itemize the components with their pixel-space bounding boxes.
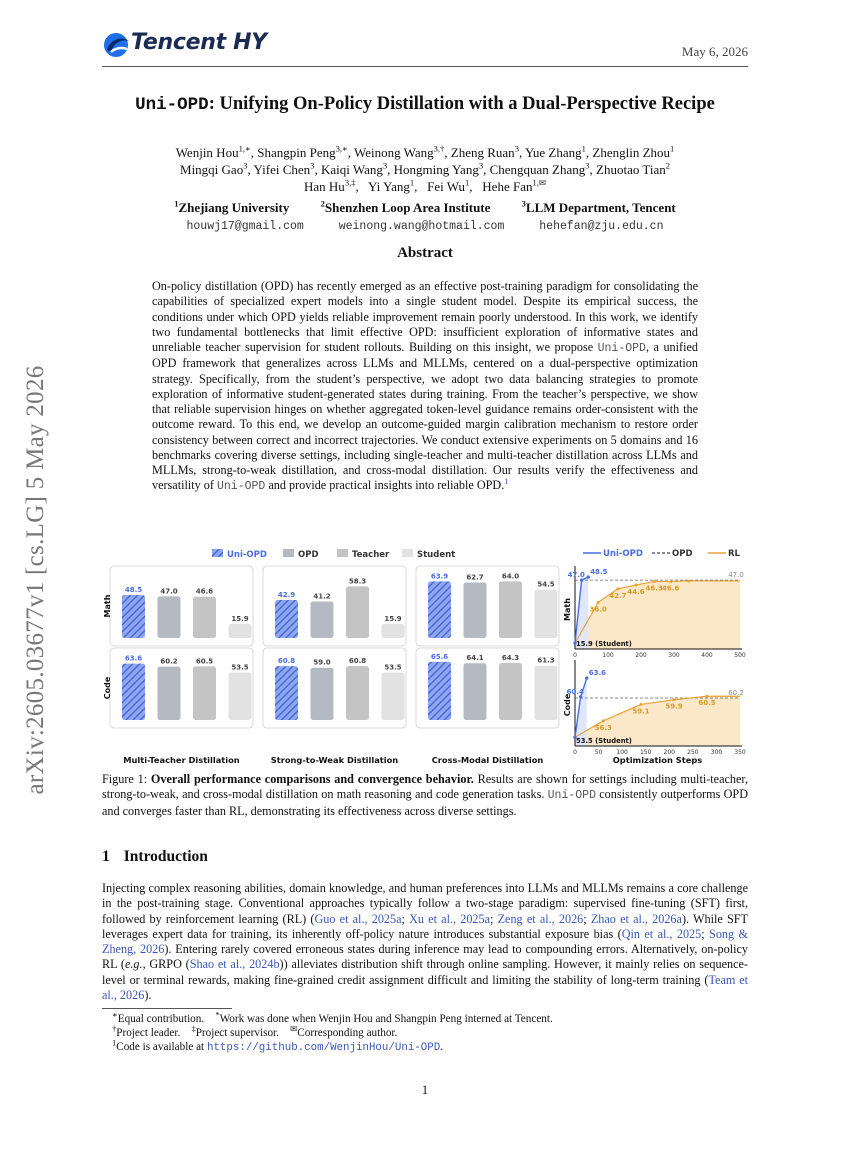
method-name: Uni-OPD: [597, 342, 646, 355]
bar-value-label: 46.6: [195, 587, 214, 596]
x-tick-label: 200: [635, 652, 647, 659]
abstract-heading: Abstract: [397, 245, 453, 261]
bar-value-label: 15.9: [231, 614, 249, 623]
rl-point: [669, 580, 672, 583]
abstract-body: On-policy distillation (OPD) has recently emerged as an effective post-training paradigm for consolidating the capabilities of specialized expert models into a single student model. Despite its empirical success, the conditions under which OPD yields reliable improvement remain poorly understood. In this work, we identify two fundamental bottlenecks that limit effective OPD: insufficient exploration of informative states and unreliable teacher supervision for student rollouts. Building on this insight, we propose Uni-OPD, a unified OPD framework that generalizes across LLMs and MLLMs, centered on a dual-perspective optimization strategy. Specifically, from the student’s perspective, we adopt two data balancing strategies to promote exploration of informative student-generated states during training. From the teacher’s perspective, we show that reliable supervision hinges on whether aggregated token-level guidance remains order-consistent with the outcome reward. To this end, we develop an outcome-guided margin calibration mechanism to restore order consistency between correct and incorrect trajectories. We conduct extensive experiments on 5 domains and 16 benchmarks covering diverse settings, including single-teacher and multi-teacher distillation across LLMs and MLLMs, strong-to-weak distillation, and cross-modal distillation. Our results verify the effectiveness and versatility of Uni-OPD and provide practical insights into reliable OPD.$^1$: [152, 279, 698, 494]
page-number: 1: [421, 1083, 429, 1097]
legend-label: OPD: [672, 549, 693, 559]
bar: [311, 602, 334, 638]
y-axis-label: Math: [563, 598, 572, 621]
rl-point: [597, 601, 600, 604]
panel-xlabel: Strong-to-Weak Distillation: [270, 755, 399, 765]
header-rule: [102, 66, 748, 67]
bar-value-label: 58.3: [348, 577, 367, 586]
author: Mingqi Gao$^3$,: [180, 160, 254, 177]
rl-point: [673, 698, 676, 701]
bar: [122, 664, 145, 720]
student-value-label: 53.5 (Student): [576, 737, 632, 745]
x-axis-label: Optimization Steps: [612, 755, 703, 765]
x-tick-label: 200: [663, 749, 676, 756]
author: Wenjin Hou$^{1,∗}$,: [175, 143, 258, 160]
rl-value-label: 59.9: [665, 702, 683, 711]
bar-value-label: 15.9: [384, 614, 402, 623]
bar: [346, 666, 369, 720]
email-link[interactable]: houwj17@gmail.com: [186, 220, 304, 233]
title-method: Uni-OPD: [135, 95, 209, 115]
panel-xlabel: Cross-Modal Distillation: [431, 755, 544, 765]
opd-value-label: 60.2: [728, 688, 744, 697]
author: Fei Wu$^1$,: [427, 177, 480, 194]
bar-value-label: 63.9: [430, 572, 449, 581]
arxiv-stamp: [0, 0, 49, 795]
affiliations: [60, 200, 790, 216]
legend-label: Student: [417, 550, 456, 560]
author: Zhuotao Tian$^2$: [596, 160, 670, 177]
rl-value-label: 56.3: [594, 723, 612, 732]
bar-value-label: 63.6: [124, 654, 143, 663]
student-value-label: 15.9 (Student): [576, 640, 632, 648]
uni-opd-value-label: 63.6: [588, 669, 607, 678]
method-name: Uni-OPD: [547, 789, 596, 803]
legend-label: Teacher: [352, 550, 390, 560]
rl-point: [616, 587, 619, 590]
x-tick-label: 400: [701, 652, 713, 659]
rl-point: [706, 695, 709, 698]
bar: [122, 595, 145, 638]
uni-opd-area: [575, 577, 588, 649]
citation-link[interactable]: Zeng et al., 2026: [497, 911, 584, 926]
bar-value-label: 42.9: [277, 591, 296, 600]
row-label: Code: [103, 676, 112, 700]
affiliation: $^3$LLM Department, Tencent: [521, 198, 676, 215]
bar: [382, 673, 405, 720]
logo-text: Tencent HY: [131, 30, 267, 55]
footnote-ref[interactable]: 1: [504, 476, 509, 487]
rl-value-label: 46.3: [645, 584, 663, 593]
x-tick-label: 300: [668, 652, 680, 659]
footnote: $^1$Code is available at https://github.com/WenjinHou/Uni-OPD.: [112, 1037, 444, 1054]
bar-value-label: 64.0: [501, 572, 520, 581]
author: Zheng Ruan$^3$,: [450, 143, 525, 160]
bar: [382, 624, 405, 638]
author: Yue Zhang$^1$,: [524, 143, 593, 160]
citation-link[interactable]: Shao et al., 2024b: [189, 957, 280, 972]
uni-opd-value-label: 47.0: [567, 571, 585, 580]
citation-link[interactable]: Guo et al., 2025a: [314, 911, 402, 926]
bar-value-label: 60.8: [348, 657, 367, 666]
author: Zhenglin Zhou$^1$: [592, 143, 675, 160]
author: Yi Yang$^1$,: [367, 177, 424, 194]
rl-value-label: 42.7: [609, 591, 627, 600]
citation-link[interactable]: Song & Zheng, 2026: [102, 926, 748, 956]
rl-point: [687, 579, 690, 582]
rl-value-label: 36.0: [589, 605, 607, 614]
author: Yifei Chen$^3$,: [253, 160, 321, 177]
bar-value-label: 64.1: [466, 654, 484, 663]
bar: [229, 624, 252, 638]
author: Hongming Yang$^3$,: [393, 160, 490, 177]
rl-value-label: 60.5: [698, 699, 716, 708]
bar-value-label: 48.5: [124, 586, 143, 595]
x-tick-label: 350: [734, 749, 746, 756]
x-tick-label: 250: [687, 749, 699, 756]
tencent-logo-icon: [102, 30, 132, 60]
arxiv-id[interactable]: arXiv:2605.03677v1 [cs.LG] 5 May 2026: [22, 365, 49, 795]
legend-label: OPD: [298, 550, 319, 560]
bar-value-label: 65.6: [430, 652, 449, 661]
footnote: ∗Equal contribution. *Work was done when Wenjin Hou and Shangpin Peng interned at Tencent.: [112, 1009, 553, 1025]
bar-value-label: 60.5: [195, 657, 214, 666]
bar: [275, 666, 298, 720]
rl-point: [602, 719, 605, 722]
email-link[interactable]: hehefan@zju.edu.cn: [539, 220, 664, 233]
author-line-2: [60, 162, 790, 178]
header-date: May 6, 2026: [681, 44, 748, 59]
x-tick-label: 100: [602, 652, 614, 659]
rl-point: [635, 583, 638, 586]
citation-link[interactable]: Qin et al., 2025: [621, 926, 702, 941]
rl-value-label: 59.1: [632, 707, 650, 716]
bar: [428, 662, 451, 720]
author: Shangpin Peng$^{3,∗}$,: [257, 143, 355, 160]
legend-label: RL: [728, 549, 740, 559]
legend-swatch: [212, 549, 223, 557]
uni-opd-value-label: 60.4: [566, 687, 584, 696]
x-tick-label: 500: [734, 652, 746, 659]
bar: [499, 663, 522, 720]
legend-swatch: [337, 549, 348, 557]
footnote-rule: [102, 1008, 232, 1009]
bar: [275, 600, 298, 638]
bar: [311, 668, 334, 720]
bar: [158, 596, 181, 638]
email-link[interactable]: weinong.wang@hotmail.com: [338, 220, 505, 233]
title-rest: : Unifying On-Policy Distillation with a Dual-Perspective Recipe: [208, 94, 715, 114]
bar-value-label: 53.5: [231, 663, 249, 672]
bar-value-label: 62.7: [466, 573, 484, 582]
method-name: Uni-OPD: [216, 480, 266, 494]
legend-label: Uni-OPD: [603, 549, 643, 559]
affiliation: $^2$Shenzhen Loop Area Institute: [320, 198, 491, 215]
rl-point: [653, 580, 656, 583]
author: Han $Hu^{3,\ddagger}$,: [304, 177, 366, 194]
x-tick-label: 50: [594, 749, 603, 756]
rl-value-label: 44.6: [627, 587, 645, 596]
figure-caption: Figure 1: Overall performance comparisons and convergence behavior. Results are shown for settings including multi-teacher, strong-to-weak, and cross-modal distillation on math reasoning and code generation tasks. Uni-OPD consistently outperforms OPD and converges faster than RL, demonstrating its effectiveness across diverse settings.: [102, 772, 749, 818]
bar: [464, 663, 487, 720]
author: Kaiqi Wang$^3$,: [320, 160, 394, 177]
citation-link[interactable]: Xu et al., 2025a: [409, 911, 491, 926]
bar: [428, 581, 451, 638]
bar: [464, 582, 487, 638]
x-tick-label: 150: [639, 749, 652, 756]
author: Hehe Fan$^{1,✉}$: [482, 177, 546, 194]
x-tick-label: 0: [573, 749, 577, 756]
legend-label: Uni-OPD: [227, 550, 267, 560]
bar: [158, 667, 181, 720]
bar-value-label: 60.2: [160, 657, 178, 666]
bar-value-label: 64.3: [501, 654, 520, 663]
x-tick-label: 300: [710, 749, 723, 756]
footnote: †Project leader. ‡Project supervisor. ✉Corresponding author.: [112, 1023, 398, 1039]
panel-xlabel: Multi-Teacher Distillation: [123, 755, 240, 765]
bar-value-label: 54.5: [537, 580, 555, 589]
x-tick-label: 0: [573, 652, 577, 659]
author: Weinong Wang$^{3,\dagger}$,: [354, 143, 451, 160]
emails: [60, 220, 790, 233]
bar: [535, 666, 558, 720]
bar: [499, 581, 522, 638]
caption-label: Figure 1:: [102, 772, 148, 786]
uni-opd-value-label: 48.5: [590, 568, 608, 577]
bar: [535, 590, 558, 638]
bar: [346, 586, 369, 638]
bar-value-label: 59.0: [313, 658, 331, 667]
x-tick-label: 100: [616, 749, 628, 756]
rl-point: [640, 703, 643, 706]
author-line-1: [60, 145, 790, 161]
bar-chart-group: [103, 549, 559, 765]
bar-value-label: 60.8: [277, 657, 296, 666]
introduction-body: Injecting complex reasoning abilities, domain knowledge, and human preferences into LLMs and MLLMs remains a core challenge in the post-training stage. Conventional approaches typically follow a two-stage paradigm: supervised fine-tuning (SFT) first, followed by reinforcement learning (RL) (Guo et al., 2025a; Xu et al., 2025a; Zeng et al., 2026; Zhao et al., 2026a). While SFT leverages expert data for training, its inherently off-policy nature introduces substantial exposure bias (Qin et al., 2025; Song & Zheng, 2026). Entering rarely covered erroneous states during inference may lead to compounding errors. Alternatively, on-policy RL (e.g., GRPO (Shao et al., 2024b)) alleviates distribution shift through online sampling. However, it mainly relies on sequence-level or terminal rewards, making fine-grained credit assignment difficult and limiting the stability of long-term training (Team et al., 2026).: [102, 881, 749, 1002]
caption-bold: Overall performance comparisons and convergence behavior.: [150, 772, 474, 786]
bar-value-label: 53.5: [384, 663, 402, 672]
citation-link[interactable]: Zhao et al., 2026a: [590, 911, 682, 926]
section-heading: 1 Introduction: [102, 848, 208, 865]
bar: [193, 666, 216, 720]
line-chart-group: [563, 549, 746, 765]
y-axis-label: Code: [563, 693, 572, 717]
legend-swatch: [402, 549, 413, 557]
citation-link[interactable]: Team et al., 2026: [102, 972, 749, 1002]
bar-value-label: 61.3: [537, 656, 555, 665]
rl-value-label: 46.6: [662, 584, 680, 593]
figure-1: [100, 540, 750, 770]
author-line-3: [60, 179, 790, 195]
bar-value-label: 47.0: [160, 587, 178, 596]
bar: [193, 597, 216, 638]
opd-value-label: 47.0: [728, 571, 744, 580]
code-url-link[interactable]: https://github.com/WenjinHou/Uni-OPD: [206, 1042, 441, 1054]
bar-value-label: 41.2: [313, 592, 331, 601]
paper-title: [60, 94, 790, 115]
affiliation: $^1$Zhejiang University: [174, 198, 290, 215]
legend-swatch: [283, 549, 294, 557]
row-label: Math: [103, 594, 112, 618]
bar: [229, 673, 252, 720]
author: Chengquan Zhang$^3$,: [489, 160, 597, 177]
